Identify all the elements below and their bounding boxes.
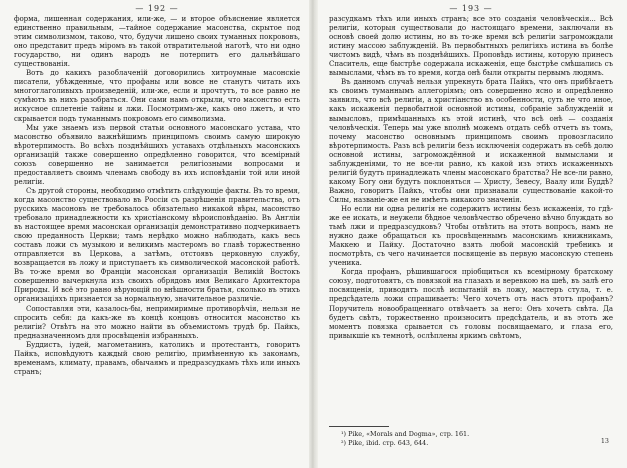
page-number-left: — 192 — <box>135 4 179 13</box>
left-page-text <box>14 14 300 376</box>
footnote-rule <box>329 426 389 427</box>
paragraph: форма, лишенная содержания, или-же, — и второе объяснение является единственно правильным, —тайное содержание масонства, скрытое под этим символизмом, таково, что, будучи лишено своих туманных покрововъ, оно представит предъ міромъ въ такой отвратительной наготѣ, что ни одно государство, ни одинъ народъ не потерпитъ его дальнѣйшаго существованія. <box>14 14 300 69</box>
paragraph: Съ другой стороны, необходимо отмѣтить слѣдующіе факты. Въ то время, когда масонство существовало въ Россіи съ разрѣшенія правительства, отъ русскихъ масоновъ не требовалось обязательно никакой вѣры, масонство требовало принадлежности къ христіанскому вѣроисповѣданію. Въ Англіи въ настоящее время масонская организація демонстративно подчеркиваетъ свою преданность Церкви; тамъ нерѣдко можно наблюдать, какъ весь составъ ложи съ музыкою и великимъ мастеромъ во главѣ торжественно отправляется въ Церковь, а затѣмъ, отстоявъ церковную службу, возвращается въ ложу и приступаетъ къ символической масонской работѣ. Въ то-же время во Франціи масонская организація Великій Востокъ совершенно вычеркнула изъ своихъ обрядовъ имя Великаго Архитектора Природы. И всё это равно вѣрующій по внѣшности братья, сколько въ этихъ организаціяхъ признается за нормальную, значительное различіе. <box>14 185 300 304</box>
footnotes <box>329 426 613 447</box>
page-number-right: — 193 — <box>449 4 493 13</box>
left-page <box>0 0 310 468</box>
paragraph: Сопоставляя эти, казалось-бы, непримиримые противорѣчія, нельзя не спросить себя: да какъ-же въ концѣ концовъ относится масонство къ религіи? Отвѣтъ на это можно найти въ объемистомъ трудѣ бр. Пайкъ, предназначенномъ для просвѣщенія избранныхъ. <box>14 303 300 340</box>
footnote: ²) Pike, ibid. стр. 643, 644. <box>341 438 429 447</box>
paragraph: Когда профанъ, рѣшившагося пріобщиться къ всемірному братскому союзу, подготовятъ, съ повязкой на глазахъ и веревкою на шеѣ, въ залѣ его посвященія, приводятъ послѣ испытаній въ ложу, мастеръ стула, т. е. предсѣдатель ложи спрашиваетъ: Чего хочетъ отъ насъ этотъ профанъ? Поручитель новообращеннаго отвѣчаетъ за него: Онъ хочетъ свѣта. Да будетъ свѣтъ, торжественно произноситъ предсѣдатель, и въ этотъ же моментъ повязка срывается съ головы посвящаемаго, и глаза его, привыкшіе къ темнотѣ, ослѣплены яркимъ свѣтомъ, <box>329 267 613 340</box>
paragraph: Но если ни одна религія не содержитъ истины безъ искаженія, то гдѣ-же ее искать, и неужели бѣдное человѣчество обречено вѣчно блуждать во тьмѣ лжи и предразсудковъ? Чтобы отвѣтить на этотъ вопросъ, намъ не нужно даже обращаться къ просвѣщеннымъ масонскимъ книжникамъ, Маккею и Пайку. Достаточно взять любой масонскій требникъ и посмотрѣть, съ чего начинается посвященіе въ первую масонскую степень ученика. <box>329 203 613 268</box>
sheet-number: 13 <box>600 437 609 445</box>
paragraph: разсудкамъ тѣхъ или иныхъ странъ; все это созданія человѣческія... Всѣ религіи, которыя существовали до настоящаго времени, заключали въ основѣ своей долю истины, но въ то-же время всѣ религіи загромождали истину массою заблужденій. Въ первобытныхъ религіяхъ истина въ болѣе чистомъ видѣ, чѣмъ въ позднѣйшихъ. Проповѣдь истины, которую принесъ Спаситель, еще быстрѣе содержала искаженія, еще быстрѣе смѣшались съ вымыслами, чѣмъ въ то время, когда онѣ были открыты первымъ людямъ. <box>329 14 613 78</box>
paragraph: Вотъ до какихъ разоблаченій договорились хитроумные масонскіе писатели, убѣжденные, что профаны или вовсе не станутъ читать ихъ многоглаголивыхъ произведеній, или-же, если и прочтутъ, то все равно не сумѣютъ въ нихъ разобраться. Они сами намъ открыли, что масонство есть искусное сплетеніе тайны и лжи. Посмотримъ-же, какъ оно лжетъ, и что скрывается подъ туманнымъ покровомъ его символизма. <box>14 68 300 123</box>
paragraph: Буддистъ, іудей, магометанинъ, католикъ и протестантъ, говоритъ Пайкъ, исповѣдуютъ каждый свою религію, примѣненную къ законамъ, временамъ, климату, правамъ, обычаямъ и предразсудкамъ тѣхъ или иныхъ странъ; <box>14 339 300 376</box>
right-page-text <box>329 14 613 340</box>
footnote: ¹) Pike, «Morals and Dogma», стр. 161. <box>341 430 470 438</box>
right-page <box>317 0 627 468</box>
paragraph: Въ данномъ случаѣ нельзя упрекнуть брата Пайкъ, что онъ прибѣгаетъ къ своимъ туманнымъ аллегоріямъ; онъ совершенно ясно и опредѣленно заявилъ, что всѣ религіи, а христіанство въ особенности, суть не что иное, какъ искаженія первобытной основной истины, собраніе заблужденій и вымысловъ, примѣшанныхъ къ этой истинѣ, что всѣ онѣ — созданія человѣческія. Теперь мы уже вполнѣ можемъ отдать себѣ отчетъ въ томъ, почему масонство основнымъ принципомъ своимъ провозгласило вѣротерпимость. Разъ всѣ религіи безъ исключенія содержатъ въ себѣ долю основной истины, загромождённой и искаженной вымыслами и заблужденіями, то не все-ли равно, къ какой изъ этихъ искаженныхъ религій будутъ принадлежать члены масонскаго братства? Не все-ли равно, какому Богу они будутъ поклоняться — Христу, Зевесу, Ваалу или Буддѣ? Важно, говоритъ Пайкъ, чтобы они признавали существованіе какой-то Силы, названіе-же ея не имѣетъ никакого значенія. <box>329 77 613 204</box>
paragraph: Мы уже знаемъ изъ первой статьи основного масонскаго устава, что масонство объявило важнѣйшимъ принципомъ своимъ самую широкую вѣротерпимость. Во всѣхъ позднѣйшихъ уставахъ отдѣльныхъ масонскихъ организацій также совершенно опредѣленно говорится, что всемірный союзъ совершенно не занимается религіозными вопросами и предоставляетъ своимъ членамъ свободу въ ихъ исповѣданіи той или иной религіи. <box>14 122 300 186</box>
